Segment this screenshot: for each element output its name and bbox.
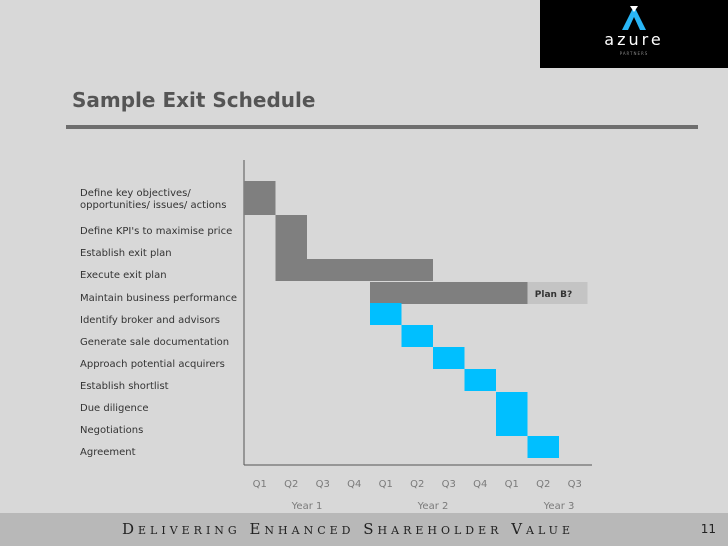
page-number: 11 [700, 522, 716, 536]
quarter-tick-label: Q1 [378, 479, 393, 490]
footer-bar [0, 513, 728, 546]
quarter-tick-label: Q3 [441, 479, 456, 490]
gantt-bar [244, 181, 276, 215]
quarter-tick-label: Q1 [252, 479, 267, 490]
quarter-tick-label: Q1 [504, 479, 519, 490]
task-label: Define key objectives/ opportunities/ issues/ actions [80, 188, 227, 211]
task-label: Define KPI's to maximise price [80, 226, 233, 237]
gantt-bar [465, 369, 497, 391]
quarter-tick-label: Q3 [315, 479, 330, 490]
gantt-bar [528, 436, 560, 458]
task-label: Approach potential acquirers [80, 359, 225, 370]
gantt-bar [276, 215, 308, 237]
task-label: Establish shortlist [80, 381, 169, 392]
gantt-bar [433, 347, 465, 369]
gantt-bar [370, 303, 402, 325]
gantt-bar [496, 392, 528, 414]
slide-title: Sample Exit Schedule [72, 88, 316, 112]
task-label: Establish exit plan [80, 248, 172, 259]
year-label: Year 3 [543, 501, 575, 512]
gantt-bar [402, 325, 434, 347]
quarter-tick-label: Q2 [410, 479, 425, 490]
quarter-tick-label: Q4 [473, 479, 488, 490]
task-label: Identify broker and advisors [80, 315, 220, 326]
brand-tagline: PARTNERS [619, 51, 649, 56]
gantt-bar [276, 259, 434, 281]
quarter-tick-label: Q3 [567, 479, 582, 490]
gantt-bar [370, 282, 528, 304]
year-label: Year 2 [417, 501, 449, 512]
gantt-bar [496, 414, 528, 436]
quarter-tick-label: Q2 [536, 479, 551, 490]
task-label: Generate sale documentation [80, 337, 230, 348]
plan-b-label: Plan B? [534, 290, 573, 300]
brand-name: azure [604, 30, 664, 49]
task-label: Negotiations [80, 425, 144, 436]
task-label: Maintain business performance [80, 293, 238, 304]
quarter-tick-label: Q4 [347, 479, 362, 490]
year-label: Year 1 [291, 501, 323, 512]
gantt-bar [276, 237, 308, 259]
task-label: Agreement [80, 447, 136, 458]
task-label: Execute exit plan [80, 270, 167, 281]
task-label: Due diligence [80, 403, 149, 414]
footer-tagline: Delivering Enhanced Shareholder Value [122, 520, 574, 538]
quarter-tick-label: Q2 [284, 479, 299, 490]
